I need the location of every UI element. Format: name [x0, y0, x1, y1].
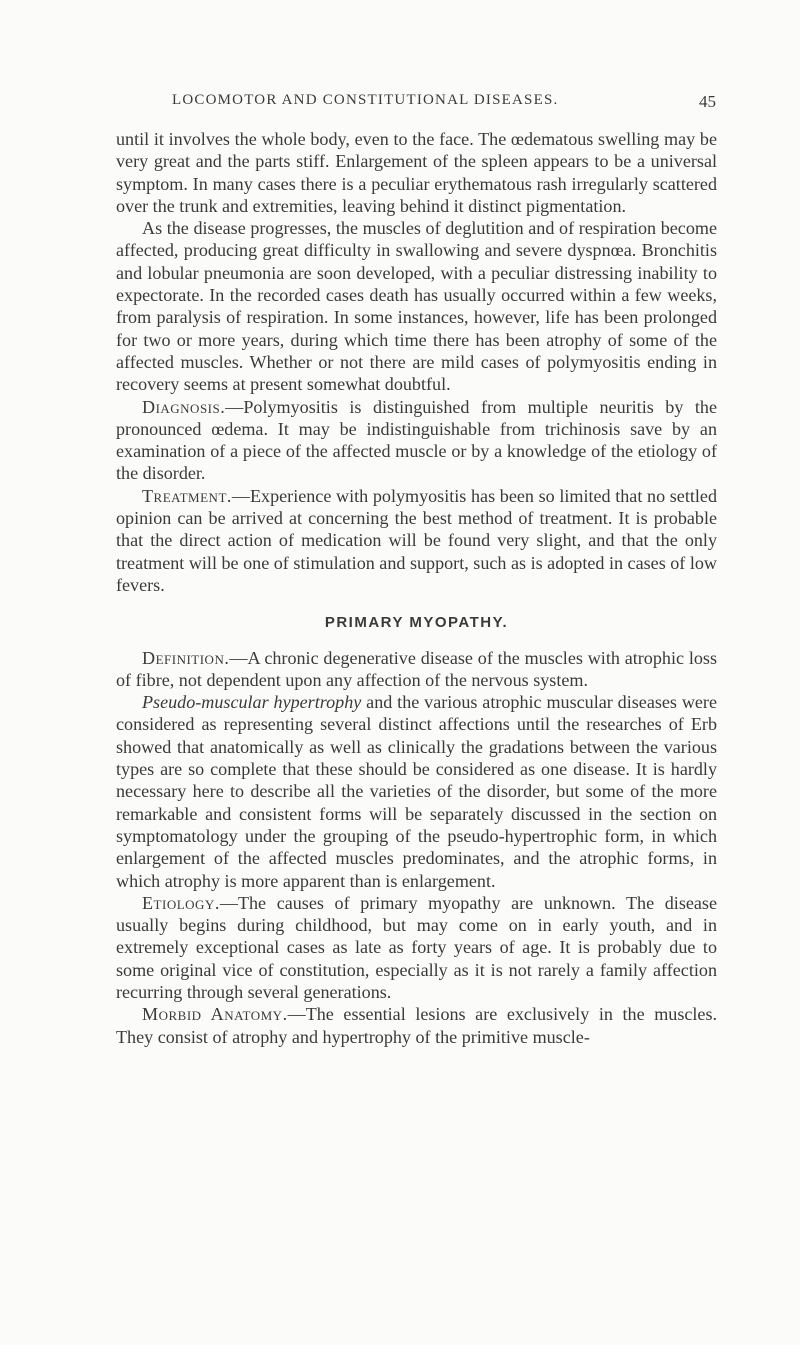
body-text — [116, 128, 717, 1048]
paragraph-pseudo-muscular — [116, 691, 717, 892]
paragraph-etiology — [116, 892, 717, 1003]
paragraph-treatment — [116, 485, 717, 596]
paragraph-diagnosis — [116, 396, 717, 485]
definition-heading: Definition. — [142, 647, 230, 668]
paragraph-definition — [116, 647, 717, 692]
paragraph-text: —The causes of primary myopathy are unknown. The disease usually begins during childhood, but may come on in early youth, and in extremely exceptional cases as late as forty years of age. It is probably due to some original vice of constitution, especially as it is not rarely a family affection recurring through several generations. — [116, 892, 717, 1002]
morbid-anatomy-heading: Morbid Anatomy. — [142, 1004, 288, 1025]
pseudo-muscular-term: Pseudo-muscular hypertrophy — [142, 692, 362, 713]
diagnosis-heading: Diagnosis. — [142, 396, 226, 417]
page-number: 45 — [699, 92, 716, 111]
running-head — [116, 92, 716, 114]
section-heading: PRIMARY MYOPATHY. — [324, 614, 509, 632]
paragraph-text: As the disease progresses, the muscles of deglutition and of respiration become affected, producing great difficulty in swallowing and severe dyspnœa. Bronchitis and lobular pneumonia are soon developed, with a peculiar distressing inability to expectorate. In the recorded cases death has usually occurred within a few weeks, from paralysis of respiration. In some instances, however, life has been prolonged for two or more years, during which time there has been atrophy of some of the affected muscles. Whether or not there are mild cases of polymyositis ending in recovery seems at present somewhat doubtful. — [116, 218, 717, 395]
paragraph-text: —Experience with polymyositis has been so limited that no settled opinion can be arrived at concerning the best method of treatment. It is probable that the direct action of medication will be found very slight, and that the only treatment will be one of stimulation and support, such as is adopted in cases of low fevers. — [116, 485, 717, 595]
paragraph-text: until it involves the whole body, even to the face. The œdematous swelling may be very great and the parts stiff. Enlargement of the spleen appears to be a universal symptom. In many cases there is a peculiar erythematous rash irregularly scattered over the trunk and extremities, leaving behind it distinct pigmentation. — [116, 129, 717, 216]
paragraph-text: —The essential lesions are exclusively in the muscles. They consist of atrophy and hypertrophy of the primitive muscle- — [116, 1004, 718, 1047]
running-title: LOCOMOTOR AND CONSTITUTIONAL DISEASES. — [172, 92, 559, 108]
paragraph-text: and the various atrophic muscular diseases were considered as representing several distinct affections until the researches of Erb showed that anatomically as well as clinically the gradations between the various types are so complete that these should be considered as one disease. It is hardly necessary here to describe all the varieties of the disorder, but some of the more remarkable and consistent forms will be separately discussed in the section on symptomatology under the grouping of the pseudo-hypertrophic form, in which enlargement of the affected muscles predominates, and the atrophic forms, in which atrophy is more apparent than is enlargement. — [116, 692, 717, 891]
treatment-heading: Treatment. — [142, 485, 232, 506]
etiology-heading: Etiology. — [142, 892, 220, 913]
paragraph-text: —A chronic degenerative disease of the muscles with atrophic loss of fibre, not dependent upon any affection of the nervous system. — [116, 647, 717, 690]
paragraph-oedema-continuation — [116, 128, 717, 217]
paragraph-text: —Polymyositis is distinguished from multiple neuritis by the pronounced œdema. It may be indistinguishable from trichinosis save by an examination of a piece of the affected muscle or by a knowledge of the etiology of the disorder. — [116, 396, 717, 484]
paragraph-disease-progression — [116, 217, 717, 395]
paragraph-morbid-anatomy — [116, 1003, 717, 1048]
